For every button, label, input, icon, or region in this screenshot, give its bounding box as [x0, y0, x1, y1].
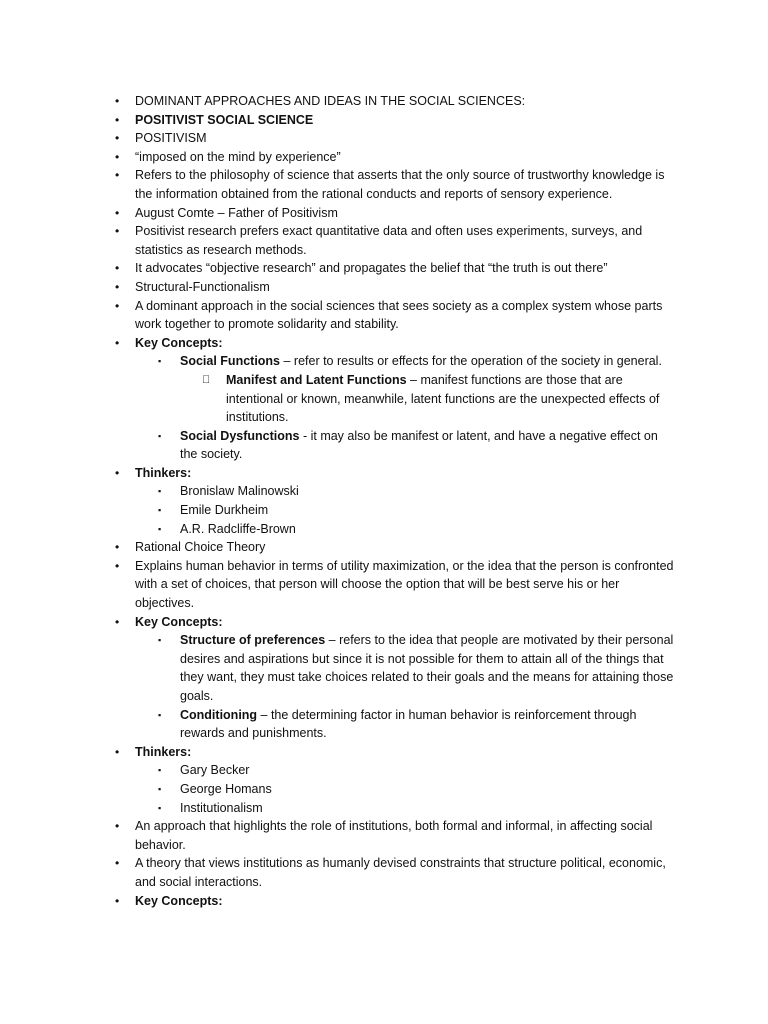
list-item	[0, 334, 678, 353]
list-item	[0, 222, 678, 259]
square-bullet-icon: ▪	[158, 356, 162, 367]
list-item	[0, 817, 678, 854]
list-item	[0, 92, 678, 111]
disc-bullet-icon: •	[115, 558, 120, 573]
list-item-text: A theory that views institutions as humanly devised constraints that structure political, economic, and social interactions.	[135, 856, 666, 889]
list-item-term: POSITIVIST SOCIAL SCIENCE	[135, 112, 314, 127]
list-item	[0, 482, 678, 501]
disc-bullet-icon: •	[115, 205, 120, 220]
list-item-text: A.R. Radcliffe-Brown	[180, 521, 296, 536]
disc-bullet-icon: •	[115, 744, 120, 759]
square-bullet-icon: ▪	[158, 523, 162, 534]
list-item-term: Manifest and Latent Functions	[226, 372, 407, 387]
list-item	[0, 297, 678, 334]
list-item-text: “imposed on the mind by experience”	[135, 149, 341, 164]
list-item	[0, 464, 678, 483]
list-item	[0, 743, 678, 762]
list-item	[0, 892, 678, 911]
list-item-text: Bronislaw Malinowski	[180, 484, 299, 499]
list-item	[0, 259, 678, 278]
disc-bullet-icon: •	[115, 261, 120, 276]
list-item-text: Rational Choice Theory	[135, 540, 266, 555]
disc-bullet-icon: •	[115, 168, 120, 183]
list-item-text: Emile Durkheim	[180, 503, 269, 518]
square-bullet-icon: ▪	[158, 635, 162, 646]
square-bullet-icon: ▪	[158, 783, 162, 794]
list-item-term: Structure of preferences	[180, 633, 326, 648]
list-item-text: August Comte – Father of Positivism	[135, 205, 338, 220]
square-bullet-icon: ▪	[158, 505, 162, 516]
list-item-term: Social Dysfunctions	[180, 428, 300, 443]
list-item	[0, 780, 678, 799]
square-bullet-icon: ▪	[158, 430, 162, 441]
list-item-text: A dominant approach in the social sciences that sees society as a complex system whose parts work together to promote solidarity and stability.	[135, 298, 663, 332]
list-item-term: Thinkers:	[135, 465, 192, 480]
list-item	[0, 204, 678, 223]
list-item-text: Institutionalism	[180, 800, 263, 815]
disc-bullet-icon: •	[115, 335, 120, 350]
list-item-text: It advocates “objective research” and propagates the belief that “the truth is out there”	[135, 261, 608, 276]
disc-bullet-icon: •	[115, 224, 120, 239]
disc-bullet-icon: •	[115, 540, 120, 555]
disc-bullet-icon: •	[115, 465, 120, 480]
list-item-text: Explains human behavior in terms of utility maximization, or the idea that the person is confronted with a set of choices, that person will choose the option that will be best serve his or her objectives.	[135, 558, 674, 611]
list-item	[0, 166, 678, 203]
list-item	[0, 799, 678, 818]
list-item	[0, 111, 678, 130]
list-item-term: Key Concepts:	[135, 335, 223, 350]
list-item	[0, 761, 678, 780]
list-item	[0, 148, 678, 167]
list-item	[0, 706, 678, 743]
list-item-text: – manifest functions are those that are intentional or known, meanwhile, latent functions are the unexpected effects of institutions.	[226, 372, 660, 425]
disc-bullet-icon: •	[115, 893, 120, 908]
missing-glyph-bullet-icon	[202, 371, 210, 390]
list-item-text: Positivist research prefers exact quantitative data and often uses experiments, surveys, and statistics as research methods.	[135, 224, 643, 257]
disc-bullet-icon: •	[115, 112, 120, 127]
disc-bullet-icon: •	[115, 614, 120, 629]
disc-bullet-icon: •	[115, 94, 120, 108]
disc-bullet-icon: •	[115, 149, 120, 164]
square-bullet-icon: ▪	[158, 486, 162, 497]
list-item-text: POSITIVISM	[135, 131, 207, 146]
list-item-term: Key Concepts:	[135, 893, 223, 908]
list-item	[0, 631, 678, 705]
disc-bullet-icon: •	[115, 298, 120, 313]
square-bullet-icon: ▪	[158, 709, 162, 720]
list-item	[0, 538, 678, 557]
list-item	[0, 613, 678, 632]
square-bullet-icon: ▪	[158, 802, 162, 813]
list-item-text: – the determining factor in human behavior is reinforcement through rewards and punishments.	[180, 707, 637, 741]
list-item	[0, 371, 678, 427]
list-item	[0, 501, 678, 520]
list-item-text: Refers to the philosophy of science that asserts that the only source of trustworthy knowledge is the information obtained from the rational conducts and reports of sensory experience.	[135, 168, 665, 201]
list-item	[0, 129, 678, 148]
list-item-text: – refers to the idea that people are motivated by their personal desires and aspirations but since it is not possible for them to attain all of the things that they want, they must take choices related to their goals and the means for attaining those goals.	[180, 633, 674, 703]
list-item	[0, 427, 678, 464]
disc-bullet-icon: •	[115, 279, 120, 294]
disc-bullet-icon: •	[115, 856, 120, 871]
list-item-term: Social Functions	[180, 354, 281, 369]
list-item-text: George Homans	[180, 781, 272, 796]
list-item	[0, 854, 678, 891]
list-item-term: Key Concepts:	[135, 614, 223, 629]
square-bullet-icon: ▪	[158, 765, 162, 776]
list-item-text: Gary Becker	[180, 763, 250, 778]
list-item-term: Conditioning	[180, 707, 258, 722]
list-item-text: Structural-Functionalism	[135, 279, 270, 294]
list-item	[0, 352, 678, 371]
list-item-text: - it may also be manifest or latent, and have a negative effect on the society.	[180, 428, 658, 462]
list-item-term: Thinkers:	[135, 744, 192, 759]
list-item-text: – refer to results or effects for the operation of the society in general.	[280, 354, 662, 369]
list-item-text: An approach that highlights the role of institutions, both formal and informal, in affecting social behavior.	[135, 819, 653, 852]
list-item	[0, 557, 678, 613]
list-item	[0, 278, 678, 297]
list-item	[0, 520, 678, 539]
list-item-text: DOMINANT APPROACHES AND IDEAS IN THE SOCIAL SCIENCES:	[135, 94, 526, 108]
disc-bullet-icon: •	[115, 819, 120, 834]
disc-bullet-icon: •	[115, 131, 120, 146]
